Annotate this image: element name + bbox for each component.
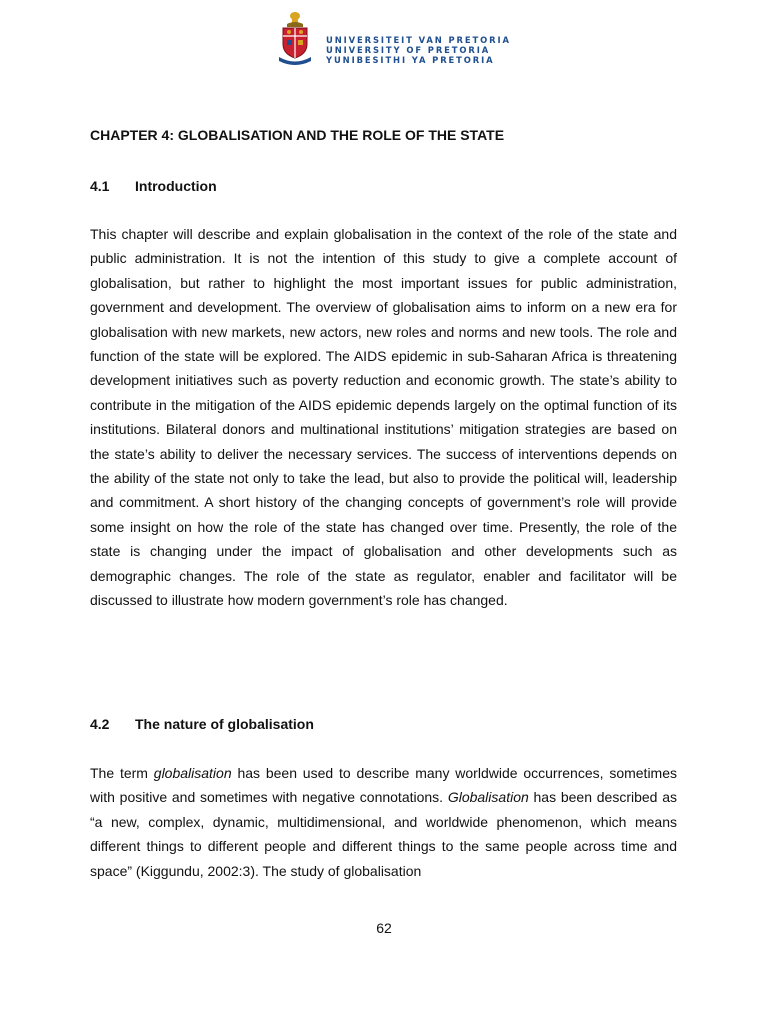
university-logo <box>278 10 511 68</box>
university-crest-icon <box>278 10 312 66</box>
paragraph-text: has been used to describe many worldwide occurrences, sometimes with positive and sometimes with negative connotations. <box>90 765 678 806</box>
page-number: 62 <box>376 920 392 936</box>
section-number: 4.2 <box>90 716 110 732</box>
emphasis-term: Globalisation <box>447 789 529 806</box>
globalisation-paragraph <box>90 761 677 883</box>
paragraph-text: has been described as “a new, complex, dynamic, multidimensional, and worldwide phenomenon, which means different things to different people and different things to the same people across time and space” (Kiggundu, 2002:3). The study of globalisation <box>90 789 678 879</box>
section-number: 4.1 <box>90 178 110 194</box>
university-name-sepedi: YUNIBESITHI YA PRETORIA <box>326 55 495 65</box>
emphasis-term: globalisation <box>153 765 232 781</box>
section-title: Introduction <box>135 178 217 194</box>
paragraph-text: The term <box>90 765 154 781</box>
chapter-title: CHAPTER 4: GLOBALISATION AND THE ROLE OF THE STATE <box>90 127 505 143</box>
university-name-block <box>326 35 511 65</box>
section-heading-4-2 <box>90 715 680 733</box>
university-name-afrikaans: UNIVERSITEIT VAN PRETORIA <box>326 35 511 45</box>
university-name-english: UNIVERSITY OF PRETORIA <box>326 45 491 55</box>
section-heading-4-1 <box>90 177 680 195</box>
section-title: The nature of globalisation <box>135 716 314 732</box>
introduction-paragraph: This chapter will describe and explain globalisation in the context of the role of the state and public administration. It is not the intention of this study to give a complete account of globalisation, but rather to highlight the most important issues for public administration, government and development. The overview of globalisation aims to inform on a new era for globalisation with new markets, new actors, new roles and norms and new tools. The role and function of the state will be explored. The AIDS epidemic in sub-Saharan Africa is threatening development initiatives such as poverty reduction and economic growth. The state’s ability to contribute in the mitigation of the AIDS epidemic depends largely on the optimal function of its institutions. Bilateral donors and multinational institutions’ mitigation strategies are based on the state’s ability to deliver the necessary services. The success of interventions depends on the ability of the state not only to take the lead, but also to provide the political will, leadership and commitment. A short history of the changing concepts of government’s role will provide some insight on how the role of the state has changed over time. Presently, the role of the state is changing under the impact of globalisation and other developments such as demographic changes. The role of the state as regulator, enabler and facilitator will be discussed to illustrate how modern government’s role has changed. <box>90 226 677 609</box>
